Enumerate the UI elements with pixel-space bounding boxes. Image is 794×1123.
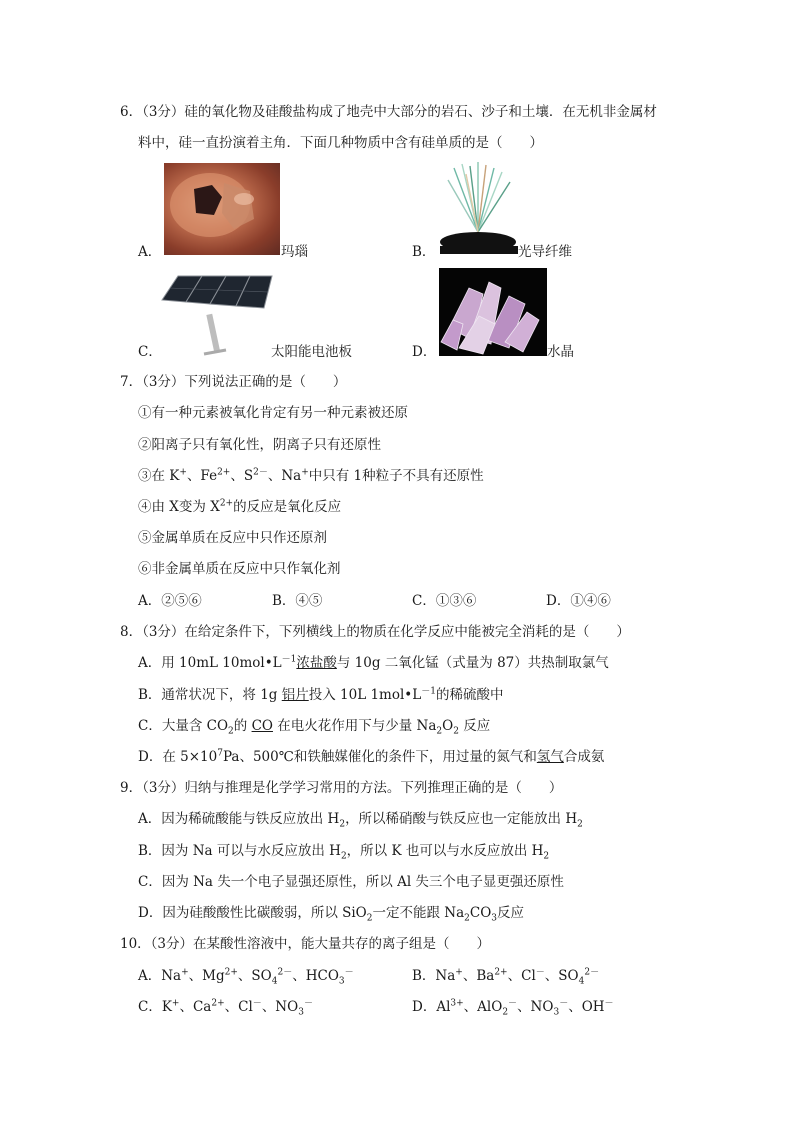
q7-statement-4: ④由 X变为 $X^{2+}$的反应是氧化反应 (138, 498, 342, 515)
q7-statement-1: ①有一种元素被氧化肯定有另一种元素被还原 (138, 405, 408, 421)
q7-statement-6: ⑥非金属单质在反应中只作氧化剂 (138, 561, 341, 577)
q8-option-a: A．用 10mL $10mol•L^{-1}$浓盐酸与 10g 二氧化锰（式量为 87）共热制取氯气 (138, 654, 609, 671)
q8-stem: 8．（3分）在给定条件下，下列横线上的物质在化学反应中能被完全消耗的是（ ） (120, 624, 630, 640)
q10-option-a: A．Na+、$Mg^{2+}$、$SO_4^{2-}$、$HCO_3^-$ (138, 967, 354, 987)
agate-image (164, 163, 280, 255)
q6-stem-line1: 6．（3分）硅的氧化物及硅酸盐构成了地壳中大部分的岩石、沙子和土壤．在无机非金属材 (120, 104, 657, 120)
q7-option-c: C．①③⑥ (412, 593, 477, 609)
q9-option-d: D．因为硅酸酸性比碳酸弱，所以 SiO$_2$一定不能跟 $Na_2CO_3$反应 (138, 905, 525, 924)
quartz-crystal-image (439, 268, 547, 356)
solar-panel-image (160, 272, 274, 358)
q10-stem: 10．（3分）在某酸性溶液中，能大量共存的离子组是（ ） (120, 936, 491, 952)
q10-option-c: C．K+、$Ca^{2+}$、Cl－、$NO_3^-$ (138, 998, 313, 1018)
q6-option-b-letter: B． (412, 244, 436, 260)
q6-stem-line2: 料中，硅一直扮演着主角．下面几种物质中含有硅单质的是（ ） (138, 135, 543, 151)
q7-option-d: D．①④⑥ (546, 593, 611, 609)
q9-option-b: B．因为 Na 可以与水反应放出 $H_2$，所以 K 也可以与水反应放出 $H_2$ (138, 843, 550, 862)
q6-option-c-letter: C． (138, 344, 162, 360)
q7-option-b: B．④⑤ (272, 593, 323, 609)
q10-option-d: D．$Al^{3+}$、AlO$_2$－、$NO_3^-$、OH－ (412, 998, 614, 1018)
q9-option-a: A．因为稀硫酸能与铁反应放出 $H_2$，所以稀硝酸与铁反应也一定能放出 $H_2$ (138, 811, 583, 830)
q10-option-b: B．Na+、$Ba^{2+}$、Cl－、$SO_4^{2-}$ (412, 967, 600, 987)
q6-option-a-letter: A． (138, 244, 162, 260)
q6-option-d-label: 水晶 (547, 344, 574, 360)
q6-option-a-label: 玛瑙 (281, 244, 308, 260)
optical-fiber-image (440, 162, 518, 254)
q7-stem: 7．（3分）下列说法正确的是（ ） (120, 374, 347, 390)
q7-option-a: A．②⑤⑥ (138, 593, 202, 609)
q8-option-b: B．通常状况下，将 1g 铝片投入 10L $1mol•L^{-1}$的稀硫酸中 (138, 686, 504, 703)
q7-statement-5: ⑤金属单质在反应中只作还原剂 (138, 530, 327, 546)
q6-option-c-label: 太阳能电池板 (271, 344, 352, 360)
q9-option-c: C．因为 Na 失一个电子显强还原性，所以 Al 失三个电子显更强还原性 (138, 874, 564, 890)
q8-option-d: D．在 $5\times 10^7Pa$、500℃和铁触媒催化的条件下，用过量的氮气和氢气合成氨 (138, 748, 605, 765)
q7-statement-2: ②阳离子只有氧化性，阴离子只有还原性 (138, 437, 381, 453)
q6-option-d-letter: D． (412, 344, 437, 360)
q9-stem: 9．（3分）归纳与推理是化学学习常用的方法。下列推理正确的是（ ） (120, 780, 563, 796)
q7-statement-3: ③在 K+、$Fe^{2+}$、$S^{2-}$、Na+中只有 1种粒子不具有还原性 (138, 467, 484, 484)
q6-option-b-label: 光导纤维 (518, 244, 572, 260)
q8-option-c: C．大量含 $CO_2$的 CO 在电火花作用下与少量 $Na_2O_2$ 反应 (138, 718, 491, 737)
